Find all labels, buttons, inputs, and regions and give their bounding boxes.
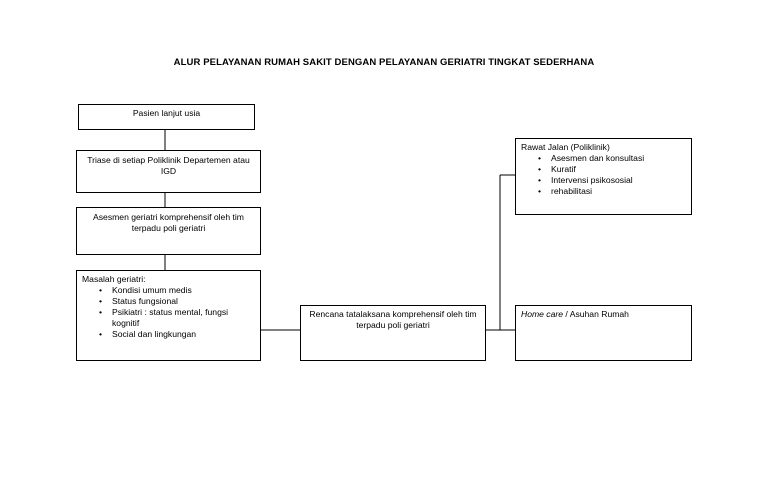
node-masalah-list: [82, 285, 255, 340]
node-home-care-rest: / Asuhan Rumah: [563, 309, 629, 319]
node-masalah-geriatri: [76, 270, 261, 361]
node-rawat-jalan-list: [521, 153, 686, 197]
node-triase-label: Triase di setiap Poliklinik Departemen atau IGD: [87, 155, 250, 176]
node-rencana-tatalaksana: [300, 305, 486, 361]
node-rawat-jalan: [515, 138, 692, 215]
node-masalah-heading: Masalah geriatri:: [82, 274, 146, 284]
list-item: • Intervensi psikososial: [551, 175, 686, 186]
node-rencana-label: Rencana tatalaksana komprehensif oleh tim terpadu poli geriatri: [309, 309, 477, 330]
node-pasien-label: Pasien lanjut usia: [132, 108, 201, 118]
list-item: • Psikiatri : status mental, fungsi kognitif: [112, 307, 255, 329]
node-rawat-jalan-heading: Rawat Jalan (Poliklinik): [521, 142, 610, 152]
node-pasien-lanjut-usia: [78, 104, 255, 130]
list-item: • Social dan lingkungan: [112, 329, 255, 340]
list-item: • Kuratif: [551, 164, 686, 175]
node-asesmen-geriatri: [76, 207, 261, 255]
node-triase: [76, 150, 261, 193]
node-home-care-italic: Home care: [521, 309, 564, 319]
node-home-care: [515, 305, 692, 361]
list-item: • Kondisi umum medis: [112, 285, 255, 296]
node-asesmen-label: Asesmen geriatri komprehensif oleh tim terpadu poli geriatri: [93, 212, 244, 233]
diagram-title: ALUR PELAYANAN RUMAH SAKIT DENGAN PELAYANAN GERIATRI TINGKAT SEDERHANA: [173, 57, 595, 68]
list-item: • rehabilitasi: [551, 186, 686, 197]
list-item: • Status fungsional: [112, 296, 255, 307]
list-item: • Asesmen dan konsultasi: [551, 153, 686, 164]
